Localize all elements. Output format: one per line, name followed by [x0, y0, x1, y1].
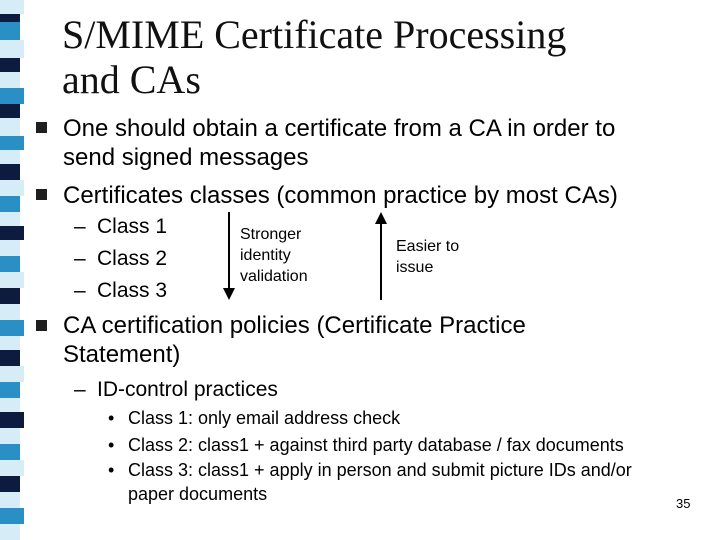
- stripe-block: [0, 476, 20, 492]
- bullet-square-icon: [36, 122, 47, 133]
- stripe-block: [0, 196, 20, 212]
- stripe-block: [0, 412, 24, 428]
- sub-dash: –: [74, 378, 86, 401]
- stripe-block: [0, 256, 20, 272]
- stripe-block: [0, 366, 24, 382]
- stripe-block: [0, 304, 20, 320]
- detail-text: Class 1: only email address check: [128, 408, 401, 428]
- bullet-3-line-1: CA certification policies (Certificate Practice: [63, 312, 526, 339]
- stripe-block: [0, 336, 20, 350]
- stripe-block: [0, 492, 20, 508]
- class-dash: –: [74, 215, 86, 238]
- slide-title: [62, 12, 682, 102]
- stripe-block: [0, 350, 20, 366]
- class-dash: –: [74, 279, 86, 302]
- stripe-block: [0, 382, 20, 398]
- easier-label-line: Easier to: [396, 238, 460, 255]
- stripe-block: [0, 72, 20, 88]
- stripe-block: [0, 150, 20, 164]
- stripe-block: [0, 508, 24, 524]
- stripe-block: [0, 22, 20, 40]
- stripe-block: [0, 428, 20, 444]
- decorative-stripe: [0, 0, 30, 540]
- bullet-2: Certificates classes (common practice by most CAs): [63, 182, 618, 209]
- class-item: Class 1: [97, 215, 168, 238]
- stripe-block: [0, 288, 20, 304]
- stripe-block: [0, 212, 20, 226]
- stronger-label-line: Stronger: [240, 226, 302, 243]
- class-item: Class 2: [97, 247, 168, 270]
- stripe-block: [0, 40, 24, 58]
- stripe-block: [0, 118, 20, 136]
- bullet-dot-icon: •: [108, 408, 115, 428]
- stripe-block: [0, 444, 20, 460]
- bullet-dot-icon: •: [108, 460, 115, 480]
- stripe-block: [0, 58, 20, 72]
- stripe-block: [0, 88, 24, 104]
- stripe-block: [0, 240, 20, 256]
- stripe-block: [0, 272, 24, 288]
- bullet-1-line-2: send signed messages: [63, 144, 309, 171]
- bullet-dot-icon: •: [108, 435, 115, 455]
- detail-text: Class 3: class1 + apply in person and submit picture IDs and/or: [128, 460, 632, 480]
- bullet-square-icon: [36, 320, 47, 331]
- title-line-2: and CAs: [62, 57, 201, 102]
- bullet-square-icon: [36, 189, 47, 200]
- stronger-label-line: validation: [240, 268, 308, 285]
- detail-continuation: paper documents: [128, 484, 268, 504]
- stripe-block: [0, 14, 20, 22]
- title-line-1: S/MIME Certificate Processing: [62, 12, 567, 57]
- stripe-block: [0, 164, 20, 180]
- arrow-down-icon: [221, 212, 237, 302]
- sub-item: ID-control practices: [97, 378, 278, 401]
- bullet-1-line-1: One should obtain a certificate from a CA in order to: [63, 115, 616, 142]
- class-dash: –: [74, 247, 86, 270]
- class-item: Class 3: [97, 279, 168, 302]
- stripe-block: [0, 136, 24, 150]
- stronger-label-line: identity: [240, 247, 291, 264]
- stripe-block: [0, 398, 20, 412]
- arrow-up-icon: [373, 212, 389, 302]
- stripe-block: [0, 180, 24, 196]
- stripe-block: [0, 0, 24, 14]
- stripe-block: [0, 226, 24, 240]
- detail-text: Class 2: class1 + against third party database / fax documents: [128, 435, 624, 455]
- stripe-block: [0, 460, 24, 476]
- stripe-block: [0, 524, 20, 540]
- easier-label-line: issue: [396, 259, 434, 276]
- page-number: 35: [676, 496, 691, 511]
- stripe-block: [0, 320, 24, 336]
- bullet-3-line-2: Statement): [63, 341, 181, 368]
- stripe-block: [0, 104, 20, 118]
